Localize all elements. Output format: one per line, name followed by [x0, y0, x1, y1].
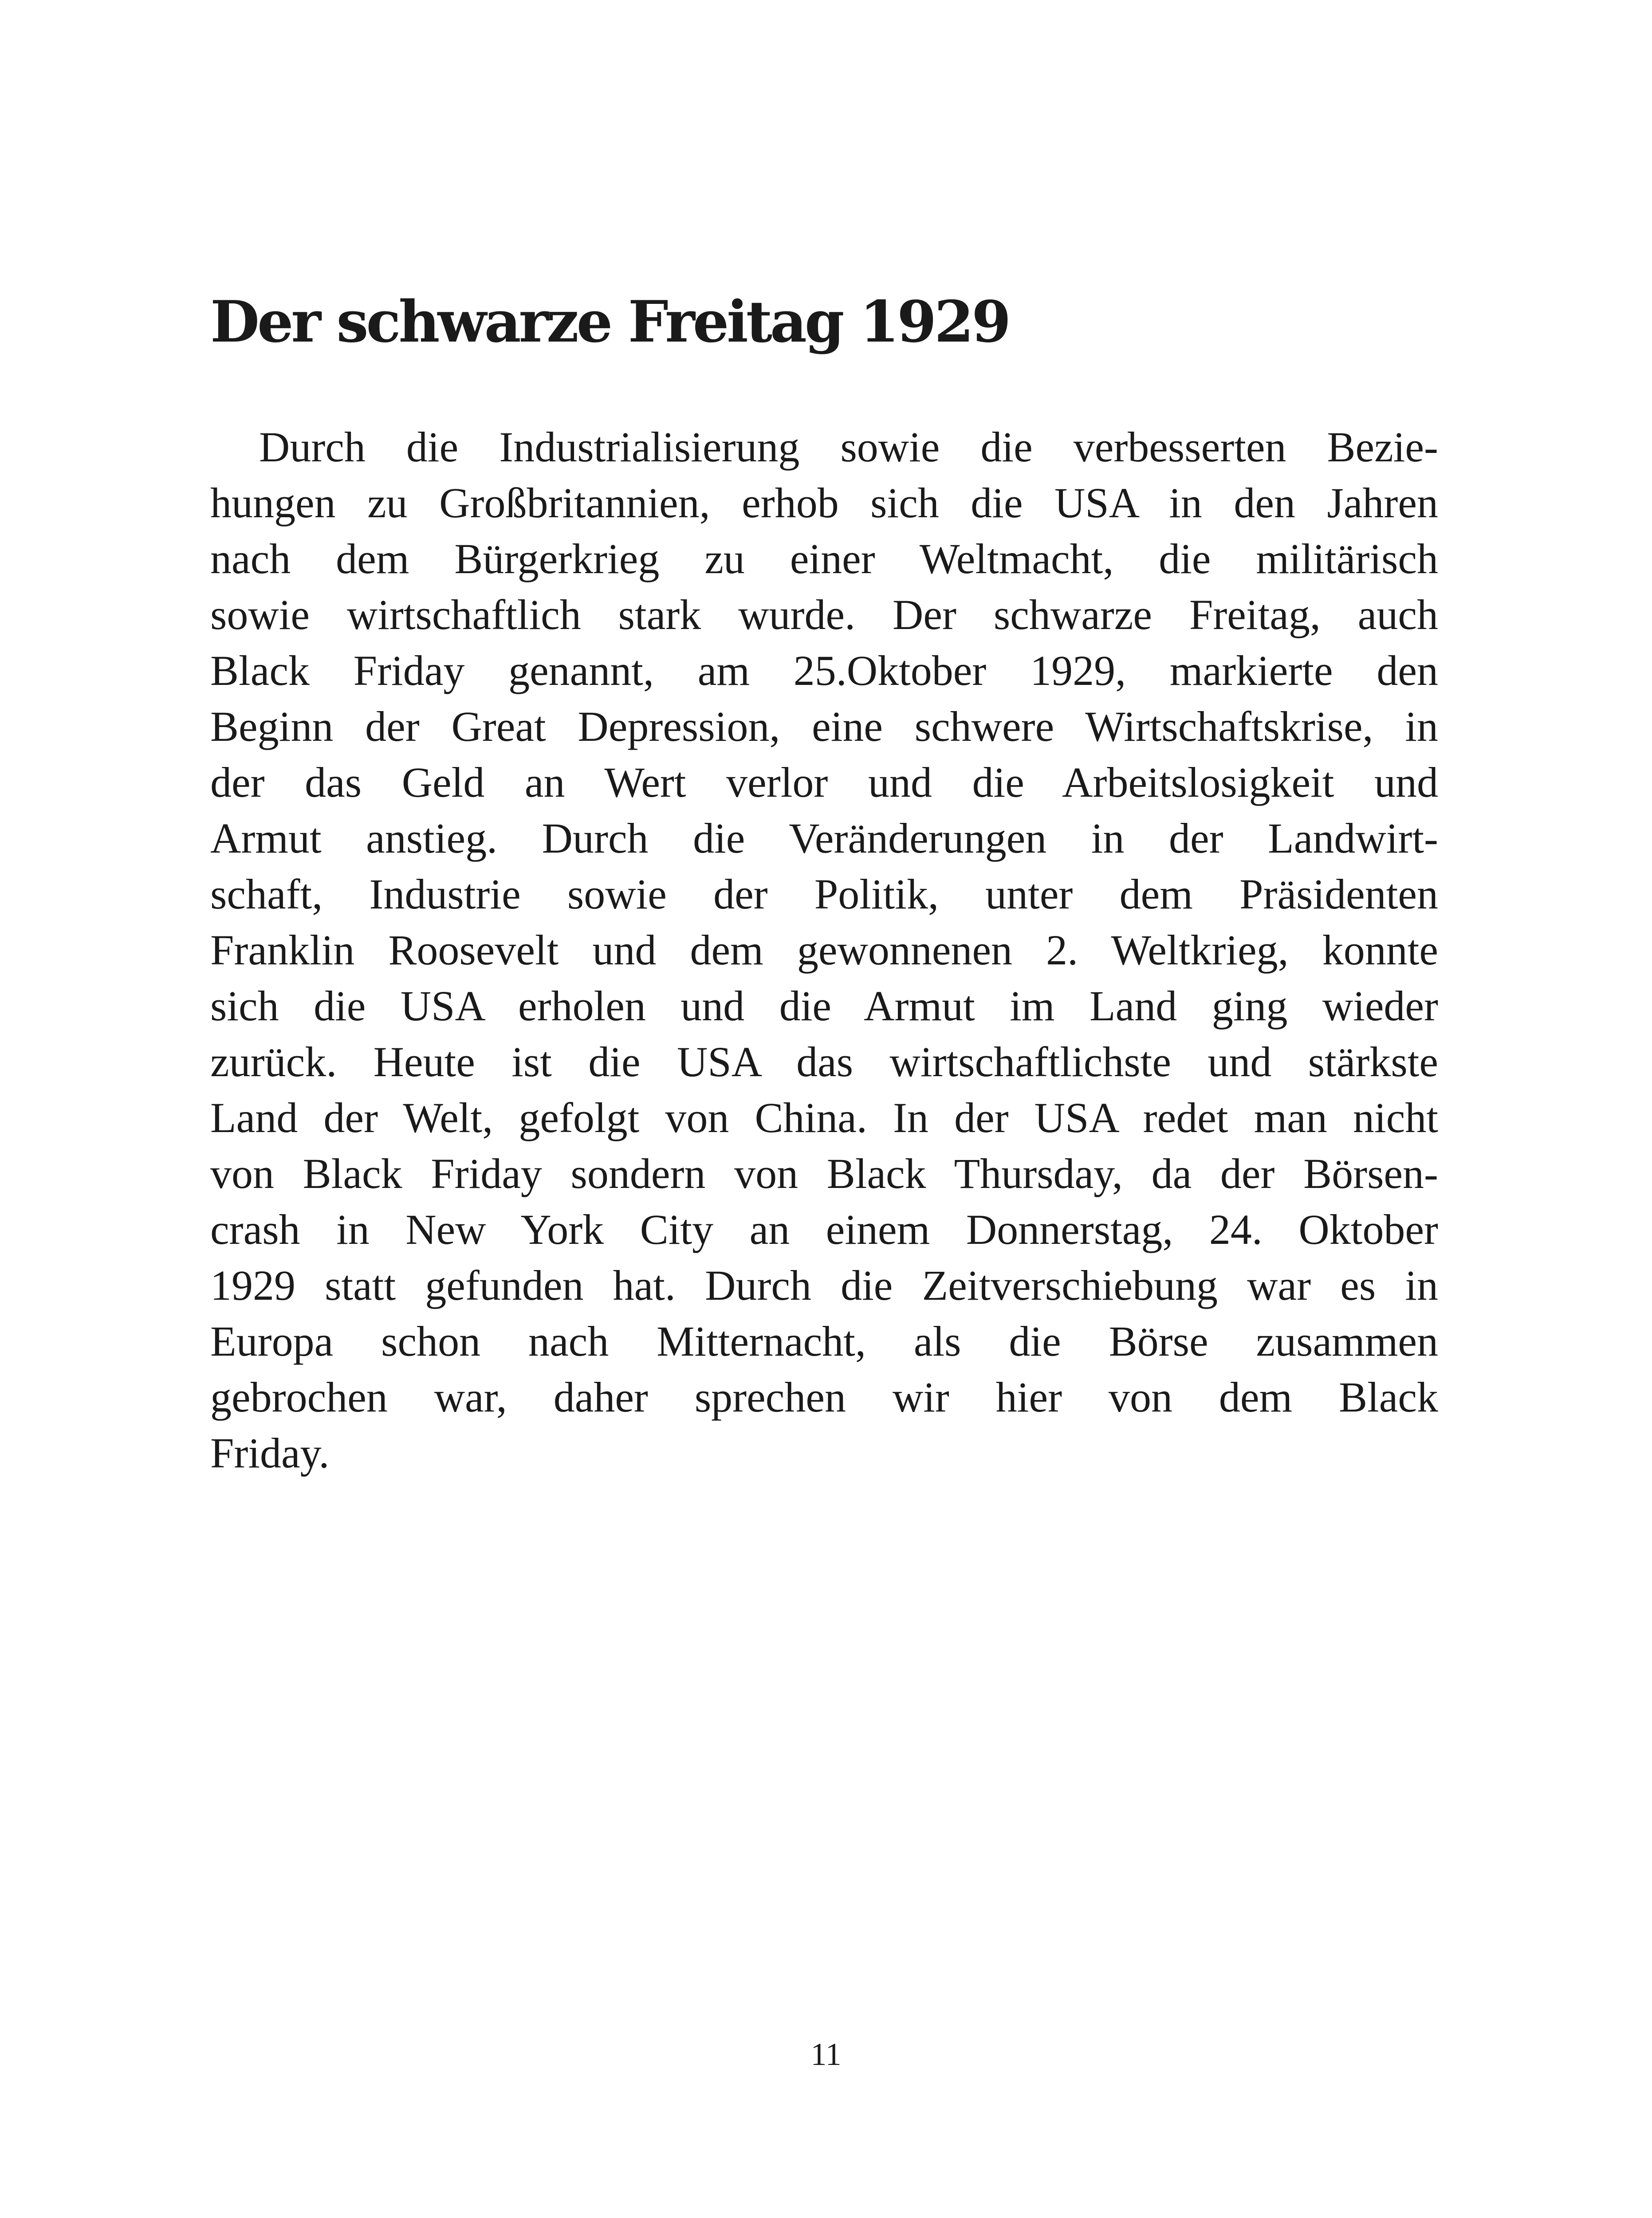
text-line: 1929 statt gefunden hat. Durch die Zeitverschiebung war es in	[210, 1262, 1438, 1309]
page-number: 11	[810, 2037, 842, 2072]
text-line: schaft, Industrie sowie der Politik, unter dem Präsidenten	[210, 870, 1438, 918]
text-line: sowie wirtschaftlich stark wurde. Der schwarze Freitag, auch	[210, 591, 1438, 638]
page-title: Der schwarze Freitag 1929	[210, 289, 1009, 355]
text-line: gebrochen war, daher sprechen wir hier von dem Black	[210, 1373, 1438, 1421]
text-line: nach dem Bürgerkrieg zu einer Weltmacht, die militärisch	[210, 535, 1438, 582]
text-line: Friday.	[210, 1429, 330, 1477]
text-line: Franklin Roosevelt und dem gewonnenen 2. Weltkrieg, konnte	[210, 926, 1438, 974]
text-line: Beginn der Great Depression, eine schwere Wirtschaftskrise, in	[210, 703, 1438, 750]
text-line: hungen zu Großbritannien, erhob sich die USA in den Jahren	[210, 479, 1438, 527]
text-line: Armut anstieg. Durch die Veränderungen in der Landwirt-	[210, 814, 1438, 862]
body-paragraph	[210, 419, 1438, 1481]
text-line: Black Friday genannt, am 25.Oktober 1929, markierte den	[210, 647, 1438, 694]
text-line: von Black Friday sondern von Black Thursday, da der Börsen-	[210, 1150, 1438, 1197]
text-line: der das Geld an Wert verlor und die Arbeitslosigkeit und	[210, 759, 1438, 806]
text-line: Durch die Industrialisierung sowie die verbesserten Bezie-	[259, 423, 1438, 471]
text-line: crash in New York City an einem Donnerstag, 24. Oktober	[210, 1206, 1438, 1253]
text-line: sich die USA erholen und die Armut im Land ging wieder	[210, 982, 1438, 1030]
text-line: Europa schon nach Mitternacht, als die Börse zusammen	[210, 1317, 1438, 1365]
text-line: Land der Welt, gefolgt von China. In der USA redet man nicht	[210, 1094, 1438, 1141]
text-line: zurück. Heute ist die USA das wirtschaftlichste und stärkste	[210, 1038, 1438, 1085]
